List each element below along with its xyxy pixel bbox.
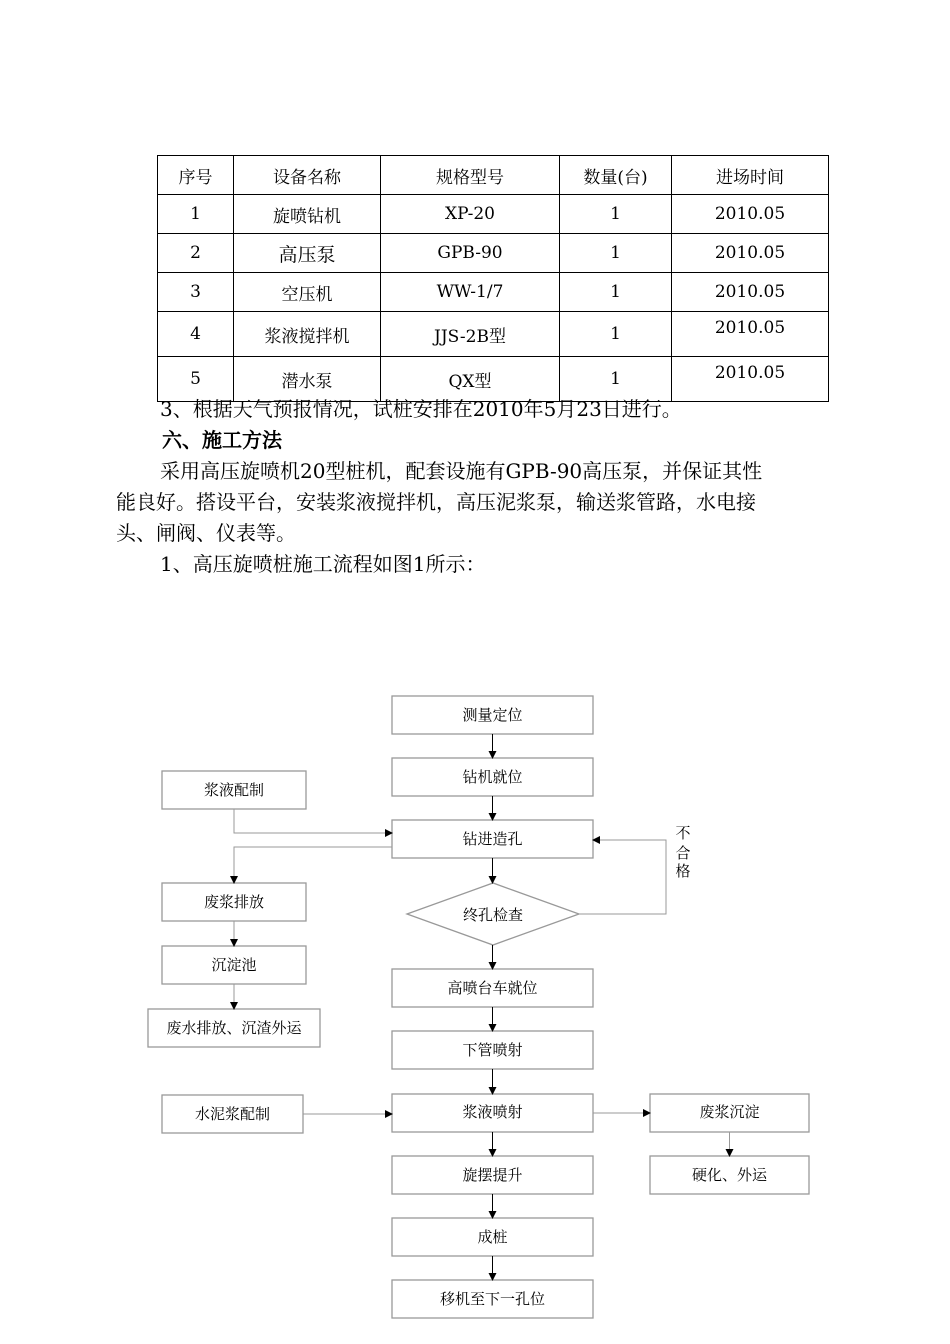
svg-text:水泥浆配制: 水泥浆配制 [194,1105,271,1123]
svg-text:废浆排放: 废浆排放 [203,893,265,911]
table-cell: 3 [158,273,234,312]
item-3-text: 3、根据天气预报情况，试桩安排在2010年5月23日进行。 [160,397,682,421]
table-cell: GPB-90 [381,234,560,273]
item-1-text: 1、高压旋喷桩施工流程如图1所示： [160,552,486,576]
table-cell: 2010.05 [672,195,829,234]
svg-text:硬化、外运: 硬化、外运 [691,1166,768,1184]
svg-text:格: 格 [675,862,691,880]
flow-cement-slurry-preparation [162,1095,303,1133]
svg-text:移机至下一孔位: 移机至下一孔位 [439,1290,546,1308]
paragraph-line-3: 头、闸阀、仪表等。 [116,521,296,545]
header-cell: 进场时间 [672,156,829,195]
table-cell: 1 [560,195,672,234]
flow-step-drill-positioning [392,758,593,796]
svg-text:合: 合 [675,844,691,862]
table-cell: 1 [560,357,672,402]
svg-text:旋摆提升: 旋摆提升 [462,1166,523,1184]
flow-sedimentation-tank [162,946,306,984]
table-cell: 2010.05 [672,273,829,312]
svg-text:钻机就位: 钻机就位 [462,768,523,786]
svg-text:成桩: 成桩 [477,1228,508,1246]
svg-text:不: 不 [675,824,691,842]
flow-step-move-next-hole [392,1280,593,1318]
flow-slurry-preparation [162,771,306,809]
table-cell: 1 [560,312,672,357]
flow-step-pile-complete [392,1218,593,1256]
table-cell: 2 [158,234,234,273]
section-6-heading: 六、施工方法 [162,428,282,452]
table-cell: 1 [560,273,672,312]
table-cell: 浆液搅拌机 [234,312,381,357]
svg-text:测量定位: 测量定位 [462,706,523,724]
table-cell: 4 [158,312,234,357]
flow-step-survey-positioning [392,696,593,734]
flow-decision-final-hole-check [407,883,579,945]
flow-step-lower-pipe-jet [392,1031,593,1069]
table-cell: 1 [158,195,234,234]
table-cell: 2010.05 [672,357,829,402]
paragraph-line-2: 能良好。搭设平台，安装浆液搅拌机，高压泥浆泵，输送浆管路，水电接 [116,490,756,514]
flow-step-jet-cart-positioning [392,969,593,1007]
header-cell: 规格型号 [381,156,560,195]
svg-text:下管喷射: 下管喷射 [462,1041,523,1059]
svg-text:废水排放、沉渣外运: 废水排放、沉渣外运 [166,1019,302,1037]
table-cell: 2010.05 [672,234,829,273]
table-cell: 5 [158,357,234,402]
svg-text:废浆沉淀: 废浆沉淀 [699,1103,760,1121]
flow-wastewater-sludge-removal [148,1009,320,1047]
flow-step-swing-lift [392,1156,593,1194]
svg-text:终孔检查: 终孔检查 [462,906,524,924]
flow-waste-slurry-settling [650,1094,809,1132]
table-cell: 旋喷钻机 [234,195,381,234]
flow-waste-slurry-discharge [162,883,306,921]
svg-text:沉淀池: 沉淀池 [211,956,257,974]
table-cell: 2010.05 [672,312,829,357]
table-cell: QX型 [381,357,560,402]
header-cell: 序号 [158,156,234,195]
svg-text:浆液配制: 浆液配制 [203,781,265,799]
table-cell: XP-20 [381,195,560,234]
flow-step-drilling [392,820,593,858]
header-cell: 设备名称 [234,156,381,195]
table-cell: JJS-2B型 [381,312,560,357]
table-cell: WW-1/7 [381,273,560,312]
paragraph-line-1: 采用高压旋喷机20型桩机，配套设施有GPB-90高压泵，并保证其性 [160,459,763,483]
flow-harden-transport [650,1156,809,1194]
table-cell: 高压泵 [234,234,381,273]
table-cell: 1 [560,234,672,273]
flow-step-slurry-jetting [392,1094,593,1132]
table-cell: 空压机 [234,273,381,312]
table-cell: 潜水泵 [234,357,381,402]
svg-text:钻进造孔: 钻进造孔 [462,830,523,848]
svg-text:浆液喷射: 浆液喷射 [462,1103,523,1121]
header-cell: 数量(台) [560,156,672,195]
svg-text:高喷台车就位: 高喷台车就位 [447,979,538,997]
flow-label-not-qualified [675,824,690,880]
